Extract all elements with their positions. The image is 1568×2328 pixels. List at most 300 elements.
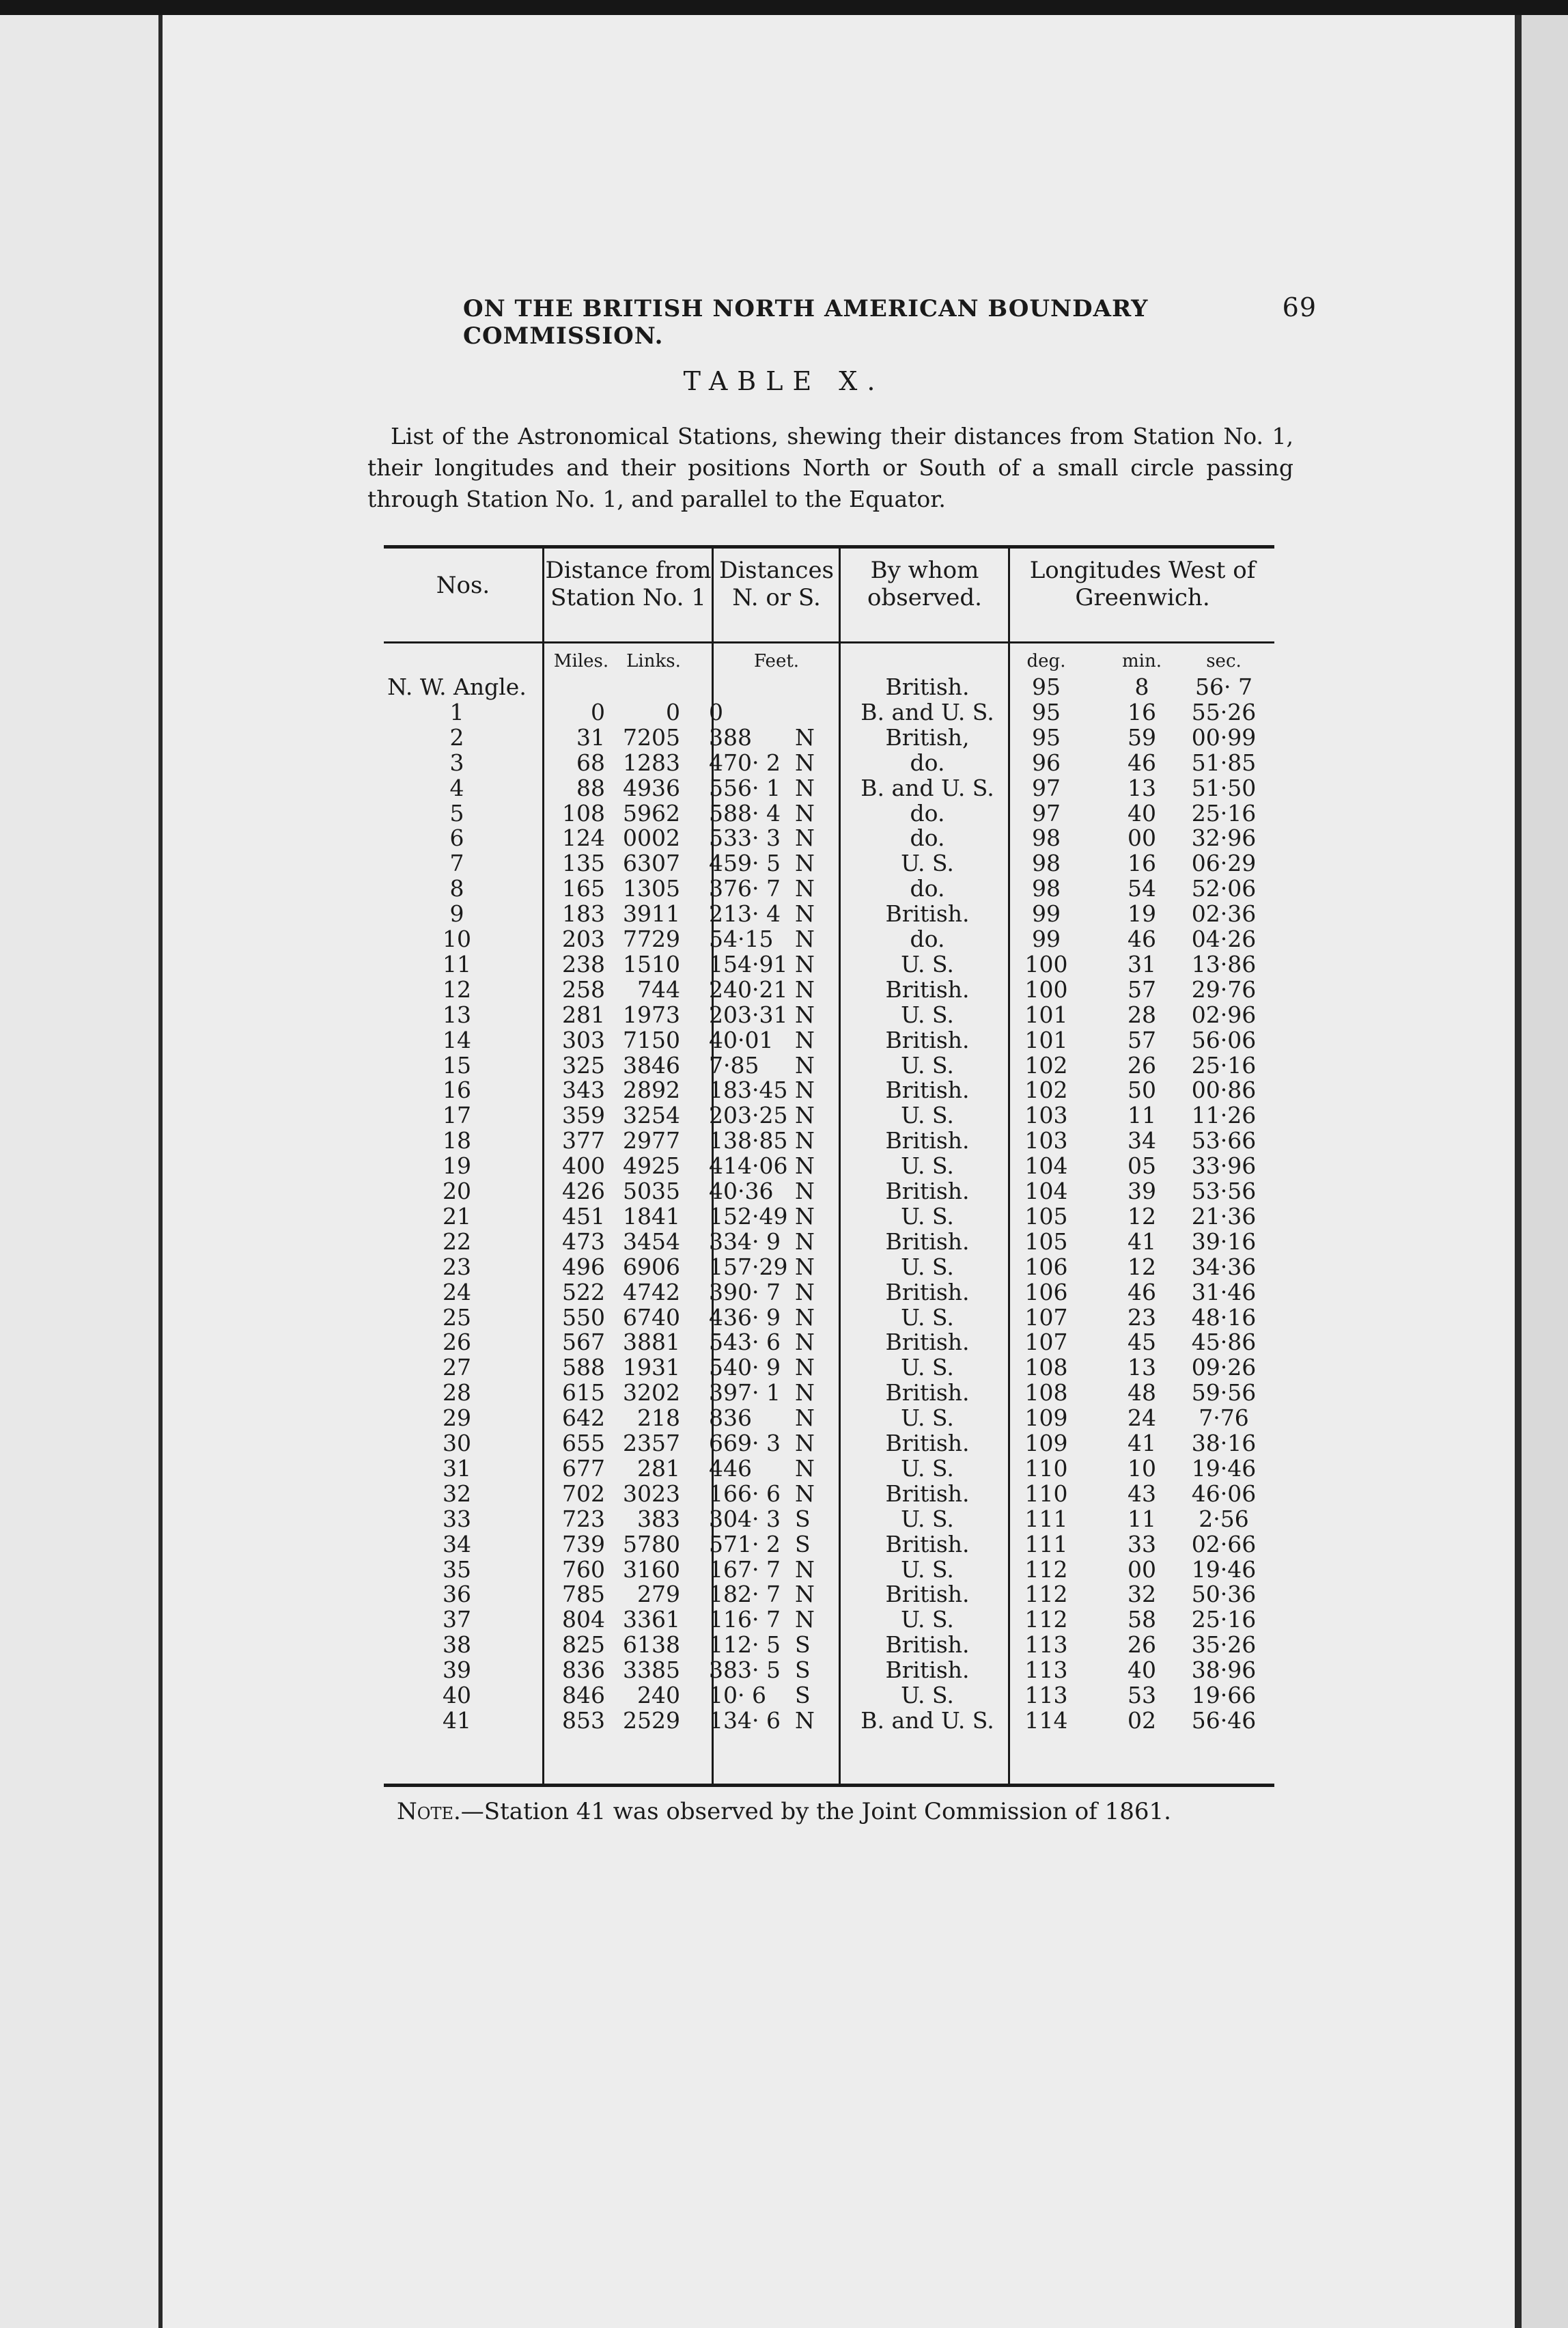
miles-cell: 846 xyxy=(562,1682,605,1708)
degrees-cell: 107 xyxy=(1024,1303,1068,1331)
table-row xyxy=(384,850,1274,876)
note-text: —Station 41 was observed by the Joint Commission of 1861. xyxy=(460,1798,1171,1825)
observer-cell: British. xyxy=(885,1581,970,1608)
minutes-cell: 10 xyxy=(1128,1454,1156,1482)
north-south-cell: N xyxy=(795,950,815,978)
header-by-whom: By whom observed. xyxy=(867,557,982,611)
observer-cell: do. xyxy=(910,799,945,827)
observer-cell: British. xyxy=(885,1379,970,1406)
north-south-cell: N xyxy=(795,1001,815,1028)
seconds-cell: 51·50 xyxy=(1191,774,1257,801)
scan-top-border xyxy=(0,0,1568,15)
feet-cell: 459· 5 xyxy=(709,850,781,877)
links-cell: 3454 xyxy=(623,1228,680,1255)
links-cell: 1841 xyxy=(623,1202,680,1230)
miles-cell: 258 xyxy=(562,975,605,1003)
table-row xyxy=(384,952,1274,977)
seconds-cell: 56· 7 xyxy=(1195,674,1252,700)
north-south-cell: N xyxy=(795,975,815,1003)
miles-cell: 325 xyxy=(562,1051,605,1079)
table-row xyxy=(384,977,1274,1002)
minutes-cell: 39 xyxy=(1128,1178,1156,1204)
feet-cell: 112· 5 xyxy=(709,1631,781,1659)
seconds-cell: 32·96 xyxy=(1191,824,1257,852)
observer-cell: U. S. xyxy=(901,1354,954,1381)
table-caption xyxy=(367,421,1293,515)
minutes-cell: 19 xyxy=(1128,900,1156,928)
north-south-cell: N xyxy=(795,749,815,776)
north-south-cell: N xyxy=(795,723,815,751)
degrees-cell: 113 xyxy=(1024,1631,1068,1659)
station-no: 3 xyxy=(449,749,464,776)
table-row xyxy=(384,1254,1274,1279)
table-row xyxy=(384,1103,1274,1128)
feet-cell: 134· 6 xyxy=(709,1706,781,1734)
degrees-cell: 106 xyxy=(1024,1253,1068,1280)
station-no: 35 xyxy=(443,1555,471,1583)
observer-cell: British. xyxy=(885,1228,970,1255)
seconds-cell: 38·16 xyxy=(1191,1430,1257,1456)
seconds-cell: 34·36 xyxy=(1191,1253,1257,1280)
links-cell: 2529 xyxy=(623,1706,680,1734)
miles-cell: 0 xyxy=(591,698,605,725)
north-south-cell: N xyxy=(795,799,815,827)
station-no: 27 xyxy=(443,1354,471,1381)
station-no: 21 xyxy=(443,1202,471,1230)
miles-cell: 108 xyxy=(562,799,605,827)
minutes-cell: 28 xyxy=(1128,1001,1156,1028)
table-row xyxy=(384,876,1274,901)
observer-cell: U. S. xyxy=(901,1454,954,1482)
minutes-cell: 24 xyxy=(1128,1404,1156,1432)
seconds-cell: 38·96 xyxy=(1191,1657,1257,1684)
miles-cell: 785 xyxy=(562,1581,605,1608)
feet-cell: 304· 3 xyxy=(709,1505,781,1532)
north-south-cell: N xyxy=(795,1278,815,1305)
observer-cell: British. xyxy=(885,1657,970,1684)
miles-cell: 723 xyxy=(562,1505,605,1532)
feet-cell: 436· 9 xyxy=(709,1303,781,1331)
observer-cell: British. xyxy=(885,1530,970,1557)
degrees-cell: 101 xyxy=(1024,1001,1068,1028)
degrees-cell: 112 xyxy=(1024,1606,1068,1633)
table-row xyxy=(384,1153,1274,1178)
degrees-cell: 105 xyxy=(1024,1228,1068,1255)
degrees-cell: 110 xyxy=(1024,1454,1068,1482)
station-no: 4 xyxy=(449,774,464,801)
feet-cell: 203·25 xyxy=(709,1102,788,1129)
seconds-cell: 02·66 xyxy=(1191,1530,1257,1557)
degrees-cell: 104 xyxy=(1024,1178,1068,1204)
table-row xyxy=(384,801,1274,826)
feet-cell: 116· 7 xyxy=(709,1606,781,1633)
seconds-cell: 25·16 xyxy=(1191,799,1257,827)
station-no: 7 xyxy=(449,850,464,877)
minutes-cell: 59 xyxy=(1128,723,1156,751)
seconds-cell: 46·06 xyxy=(1191,1480,1257,1507)
miles-cell: 165 xyxy=(562,875,605,902)
table-row xyxy=(384,1053,1274,1078)
links-cell: 0 xyxy=(666,698,680,725)
links-cell: 3911 xyxy=(623,900,680,928)
north-south-cell: S xyxy=(795,1657,811,1684)
degrees-cell: 95 xyxy=(1032,723,1061,751)
degrees-cell: 97 xyxy=(1032,799,1061,827)
degrees-cell: 109 xyxy=(1024,1404,1068,1432)
header-distance-from: Distance from Station No. 1 xyxy=(545,557,712,611)
station-no: 41 xyxy=(443,1706,471,1734)
links-cell: 6740 xyxy=(623,1303,680,1331)
seconds-cell: 25·16 xyxy=(1191,1606,1257,1633)
north-south-cell: N xyxy=(795,1430,815,1456)
feet-cell: 0 xyxy=(709,698,723,725)
minutes-cell: 11 xyxy=(1128,1102,1156,1129)
feet-cell: 470· 2 xyxy=(709,749,781,776)
links-cell: 3846 xyxy=(623,1051,680,1079)
seconds-cell: 56·46 xyxy=(1191,1706,1257,1734)
miles-cell: 655 xyxy=(562,1430,605,1456)
minutes-cell: 54 xyxy=(1128,875,1156,902)
minutes-cell: 00 xyxy=(1128,1555,1156,1583)
station-no: 12 xyxy=(443,975,471,1003)
links-cell: 3361 xyxy=(623,1606,680,1633)
seconds-cell: 53·66 xyxy=(1191,1127,1257,1154)
seconds-cell: 48·16 xyxy=(1191,1303,1257,1331)
seconds-cell: 19·46 xyxy=(1191,1555,1257,1583)
degrees-cell: 111 xyxy=(1024,1530,1068,1557)
observer-cell: British. xyxy=(885,900,970,928)
minutes-cell: 12 xyxy=(1128,1202,1156,1230)
seconds-cell: 29·76 xyxy=(1191,975,1257,1003)
north-south-cell: N xyxy=(795,875,815,902)
degrees-cell: 99 xyxy=(1032,900,1061,928)
degrees-cell: 110 xyxy=(1024,1480,1068,1507)
miles-cell: 567 xyxy=(562,1329,605,1356)
observer-cell: British. xyxy=(885,1026,970,1053)
unit-min: min. xyxy=(1122,651,1162,671)
minutes-cell: 57 xyxy=(1128,975,1156,1003)
observer-cell: U. S. xyxy=(901,1555,954,1583)
seconds-cell: 21·36 xyxy=(1191,1202,1257,1230)
links-cell: 3160 xyxy=(623,1555,680,1583)
north-south-cell: S xyxy=(795,1530,811,1557)
seconds-cell: 35·26 xyxy=(1191,1631,1257,1659)
links-cell: 5962 xyxy=(623,799,680,827)
station-no: 38 xyxy=(443,1631,471,1659)
links-cell: 3023 xyxy=(623,1480,680,1507)
miles-cell: 451 xyxy=(562,1202,605,1230)
table-row xyxy=(384,1632,1274,1657)
observer-cell: U. S. xyxy=(901,1102,954,1129)
minutes-cell: 43 xyxy=(1128,1480,1156,1507)
station-no: 25 xyxy=(443,1303,471,1331)
feet-cell: 556· 1 xyxy=(709,774,781,801)
observer-cell: U. S. xyxy=(901,1001,954,1028)
observer-cell: U. S. xyxy=(901,1303,954,1331)
links-cell: 2892 xyxy=(623,1077,680,1104)
minutes-cell: 40 xyxy=(1128,799,1156,827)
north-south-cell: N xyxy=(795,850,815,877)
seconds-cell: 51·85 xyxy=(1191,749,1257,776)
table-row xyxy=(384,1077,1274,1103)
feet-cell: 588· 4 xyxy=(709,799,781,827)
links-cell: 218 xyxy=(637,1404,680,1432)
links-cell: 7205 xyxy=(623,723,680,751)
observer-cell: British. xyxy=(885,1178,970,1204)
table-row xyxy=(384,825,1274,850)
minutes-cell: 50 xyxy=(1128,1077,1156,1104)
degrees-cell: 108 xyxy=(1024,1354,1068,1381)
station-no: 6 xyxy=(449,824,464,852)
station-no: 14 xyxy=(443,1026,471,1053)
miles-cell: 522 xyxy=(562,1278,605,1305)
feet-cell: 157·29 xyxy=(709,1253,788,1280)
feet-cell: 446 xyxy=(709,1454,752,1482)
station-no: 30 xyxy=(443,1430,471,1456)
feet-cell: 138·85 xyxy=(709,1127,788,1154)
station-no: 29 xyxy=(443,1404,471,1432)
station-no: 2 xyxy=(449,723,464,751)
station-no: 13 xyxy=(443,1001,471,1028)
links-cell: 2977 xyxy=(623,1127,680,1154)
links-cell: 4936 xyxy=(623,774,680,801)
feet-cell: 40·01 xyxy=(709,1026,774,1053)
observer-cell: British. xyxy=(885,674,970,700)
miles-cell: 281 xyxy=(562,1001,605,1028)
north-south-cell: N xyxy=(795,1202,815,1230)
seconds-cell: 31·46 xyxy=(1191,1278,1257,1305)
table-row xyxy=(384,674,1274,699)
observer-cell: British. xyxy=(885,975,970,1003)
table-row xyxy=(384,1002,1274,1027)
station-no: 36 xyxy=(443,1581,471,1608)
feet-cell: 203·31 xyxy=(709,1001,788,1028)
observer-cell: U. S. xyxy=(901,1404,954,1432)
seconds-cell: 33·96 xyxy=(1191,1152,1257,1180)
observer-cell: U. S. xyxy=(901,1606,954,1633)
seconds-cell: 02·96 xyxy=(1191,1001,1257,1028)
observer-cell: British, xyxy=(885,723,970,751)
miles-cell: 203 xyxy=(562,926,605,952)
links-cell: 1283 xyxy=(623,749,680,776)
minutes-cell: 31 xyxy=(1128,950,1156,978)
station-no: 24 xyxy=(443,1278,471,1305)
observer-cell: U. S. xyxy=(901,1253,954,1280)
miles-cell: 836 xyxy=(562,1657,605,1684)
observer-cell: B. and U. S. xyxy=(860,1706,994,1734)
miles-cell: 68 xyxy=(576,749,605,776)
feet-cell: 836 xyxy=(709,1404,752,1432)
minutes-cell: 16 xyxy=(1128,850,1156,877)
seconds-cell: 56·06 xyxy=(1191,1026,1257,1053)
links-cell: 6138 xyxy=(623,1631,680,1659)
observer-cell: British. xyxy=(885,1329,970,1356)
miles-cell: 88 xyxy=(576,774,605,801)
north-south-cell: N xyxy=(795,1581,815,1608)
links-cell: 0002 xyxy=(623,824,680,852)
miles-cell: 677 xyxy=(562,1454,605,1482)
observer-cell: U. S. xyxy=(901,950,954,978)
station-no: 17 xyxy=(443,1102,471,1129)
station-no: 10 xyxy=(443,926,471,952)
miles-cell: 359 xyxy=(562,1102,605,1129)
degrees-cell: 95 xyxy=(1032,698,1061,725)
degrees-cell: 100 xyxy=(1024,950,1068,978)
miles-cell: 825 xyxy=(562,1631,605,1659)
miles-cell: 473 xyxy=(562,1228,605,1255)
degrees-cell: 98 xyxy=(1032,850,1061,877)
degrees-cell: 102 xyxy=(1024,1077,1068,1104)
observer-cell: British. xyxy=(885,1278,970,1305)
table-row xyxy=(384,1027,1274,1053)
links-cell: 5780 xyxy=(623,1530,680,1557)
feet-cell: 397· 1 xyxy=(709,1379,781,1406)
seconds-cell: 13·86 xyxy=(1191,950,1257,978)
north-south-cell: S xyxy=(795,1505,811,1532)
minutes-cell: 45 xyxy=(1128,1329,1156,1356)
seconds-cell: 2·56 xyxy=(1199,1505,1249,1532)
degrees-cell: 98 xyxy=(1032,824,1061,852)
miles-cell: 377 xyxy=(562,1127,605,1154)
degrees-cell: 107 xyxy=(1024,1329,1068,1356)
links-cell: 1973 xyxy=(623,1001,680,1028)
north-south-cell: N xyxy=(795,1555,815,1583)
minutes-cell: 05 xyxy=(1128,1152,1156,1180)
minutes-cell: 41 xyxy=(1128,1228,1156,1255)
north-south-cell: N xyxy=(795,1026,815,1053)
observer-cell: U. S. xyxy=(901,1682,954,1708)
observer-cell: British. xyxy=(885,1430,970,1456)
feet-cell: 376· 7 xyxy=(709,875,781,902)
station-no: 19 xyxy=(443,1152,471,1180)
station-no: 18 xyxy=(443,1127,471,1154)
miles-cell: 550 xyxy=(562,1303,605,1331)
north-south-cell: N xyxy=(795,774,815,801)
feet-cell: 10· 6 xyxy=(709,1682,766,1708)
station-no: 34 xyxy=(443,1530,471,1557)
feet-cell: 182· 7 xyxy=(709,1581,781,1608)
header-distances-ns: Distances N. or S. xyxy=(718,557,835,611)
degrees-cell: 111 xyxy=(1024,1505,1068,1532)
seconds-cell: 39·16 xyxy=(1191,1228,1257,1255)
station-no: 40 xyxy=(443,1682,471,1708)
degrees-cell: 114 xyxy=(1024,1706,1068,1734)
north-south-cell: N xyxy=(795,1404,815,1432)
degrees-cell: 109 xyxy=(1024,1430,1068,1456)
links-cell: 4742 xyxy=(623,1278,680,1305)
miles-cell: 183 xyxy=(562,900,605,928)
station-no: 39 xyxy=(443,1657,471,1684)
observer-cell: U. S. xyxy=(901,850,954,877)
feet-cell: 152·49 xyxy=(709,1202,788,1230)
table-row xyxy=(384,1682,1274,1708)
degrees-cell: 97 xyxy=(1032,774,1061,801)
table-row xyxy=(384,699,1274,725)
north-south-cell: N xyxy=(795,1127,815,1154)
north-south-cell: N xyxy=(795,1706,815,1734)
minutes-cell: 46 xyxy=(1128,749,1156,776)
degrees-cell: 108 xyxy=(1024,1379,1068,1406)
miles-cell: 426 xyxy=(562,1178,605,1204)
table-row xyxy=(384,1557,1274,1582)
observer-cell: do. xyxy=(910,926,945,952)
table-row xyxy=(384,1355,1274,1380)
observer-cell: do. xyxy=(910,749,945,776)
north-south-cell: N xyxy=(795,1228,815,1255)
station-no: 15 xyxy=(443,1051,471,1079)
miles-cell: 615 xyxy=(562,1379,605,1406)
degrees-cell: 104 xyxy=(1024,1152,1068,1180)
observer-cell: U. S. xyxy=(901,1202,954,1230)
degrees-cell: 113 xyxy=(1024,1657,1068,1684)
table-row xyxy=(384,1708,1274,1733)
minutes-cell: 26 xyxy=(1128,1051,1156,1079)
table-row xyxy=(384,1380,1274,1405)
feet-cell: 167· 7 xyxy=(709,1555,781,1583)
north-south-cell: N xyxy=(795,1178,815,1204)
table-row xyxy=(384,926,1274,952)
miles-cell: 124 xyxy=(562,824,605,852)
page-number: 69 xyxy=(1282,292,1317,322)
seconds-cell: 7·76 xyxy=(1199,1404,1249,1432)
links-cell: 744 xyxy=(637,975,680,1003)
observer-cell: British. xyxy=(885,1077,970,1104)
minutes-cell: 46 xyxy=(1128,1278,1156,1305)
station-no: 28 xyxy=(443,1379,471,1406)
miles-cell: 702 xyxy=(562,1480,605,1507)
degrees-cell: 103 xyxy=(1024,1127,1068,1154)
minutes-cell: 8 xyxy=(1134,674,1149,700)
seconds-cell: 59·56 xyxy=(1191,1379,1257,1406)
feet-cell: 543· 6 xyxy=(709,1329,781,1356)
observer-cell: British. xyxy=(885,1127,970,1154)
degrees-cell: 95 xyxy=(1032,674,1061,700)
seconds-cell: 45·86 xyxy=(1191,1329,1257,1356)
links-cell: 3385 xyxy=(623,1657,680,1684)
unit-deg: deg. xyxy=(1026,651,1066,671)
observer-cell: do. xyxy=(910,824,945,852)
table-row xyxy=(384,1405,1274,1430)
north-south-cell: S xyxy=(795,1682,811,1708)
seconds-cell: 19·66 xyxy=(1191,1682,1257,1708)
degrees-cell: 96 xyxy=(1032,749,1061,776)
north-south-cell: N xyxy=(795,1480,815,1507)
feet-cell: 154·91 xyxy=(709,950,788,978)
minutes-cell: 32 xyxy=(1128,1581,1156,1608)
station-no: 1 xyxy=(449,698,464,725)
links-cell: 5035 xyxy=(623,1178,680,1204)
table-row xyxy=(384,1532,1274,1557)
seconds-cell: 00·86 xyxy=(1191,1077,1257,1104)
miles-cell: 804 xyxy=(562,1606,605,1633)
feet-cell: 166· 6 xyxy=(709,1480,781,1507)
station-no: 5 xyxy=(449,799,464,827)
feet-cell: 390· 7 xyxy=(709,1278,781,1305)
station-no: 33 xyxy=(443,1505,471,1532)
table-row xyxy=(384,1657,1274,1682)
feet-cell: 183·45 xyxy=(709,1077,788,1104)
links-cell: 6307 xyxy=(623,850,680,877)
seconds-cell: 00·99 xyxy=(1191,723,1257,751)
table-row xyxy=(384,1128,1274,1153)
seconds-cell: 25·16 xyxy=(1191,1051,1257,1079)
degrees-cell: 101 xyxy=(1024,1026,1068,1053)
seconds-cell: 04·26 xyxy=(1191,926,1257,952)
feet-cell: 571· 2 xyxy=(709,1530,781,1557)
stations-table xyxy=(384,545,1274,1787)
feet-cell: 383· 5 xyxy=(709,1657,781,1684)
links-cell: 279 xyxy=(637,1581,680,1608)
